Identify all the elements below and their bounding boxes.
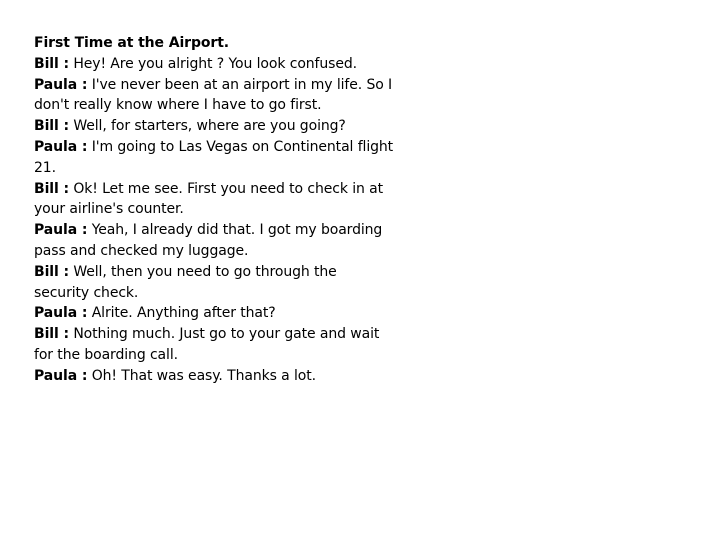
- speaker-label: Bill :: [34, 180, 69, 197]
- dialogue-text: Well, then you need to go through the security check.: [34, 263, 337, 301]
- dialogue-line: [34, 366, 394, 387]
- speaker-label: Bill :: [34, 118, 69, 135]
- dialogue-line: [34, 116, 394, 137]
- dialogue-text: Oh! That was easy. Thanks a lot.: [91, 367, 316, 384]
- dialogue-line: [34, 324, 394, 366]
- dialogue-line: [34, 179, 394, 221]
- dialogue-text: I'm going to Las Vegas on Continental flight 21.: [34, 138, 394, 176]
- speaker-label: Bill :: [34, 263, 69, 280]
- dialogue-text: Ok! Let me see. First you need to check in at your airline's counter.: [34, 180, 383, 218]
- speaker-label: Bill :: [34, 326, 69, 343]
- dialogue-line: [34, 75, 394, 117]
- speaker-label: Paula :: [34, 367, 88, 384]
- dialogue-text-block: [34, 33, 394, 387]
- dialogue-text: I've never been at an airport in my life. So I don't really know where I have to go first.: [34, 76, 393, 114]
- dialogue-line: [34, 303, 394, 324]
- dialogue-line: [34, 262, 394, 304]
- speaker-label: Paula :: [34, 76, 88, 93]
- dialogue-line: [34, 137, 394, 179]
- dialogue-text: Yeah, I already did that. I got my boarding pass and checked my luggage.: [34, 222, 383, 259]
- speaker-label: Paula :: [34, 138, 88, 155]
- dialogue-text: Well, for starters, where are you going?: [73, 118, 346, 135]
- speaker-label: Paula :: [34, 222, 88, 239]
- speaker-label: Paula :: [34, 305, 88, 322]
- dialogue-line: [34, 54, 394, 75]
- dialogue-text: Hey! Are you alright ? You look confused.: [73, 55, 357, 72]
- dialogue-text: Alrite. Anything after that?: [91, 305, 276, 322]
- dialogue-text: Nothing much. Just go to your gate and wait for the boarding call.: [34, 326, 380, 363]
- dialogue-line: [34, 220, 394, 262]
- document-title: First Time at the Airport.: [34, 35, 230, 51]
- speaker-label: Bill :: [34, 55, 69, 72]
